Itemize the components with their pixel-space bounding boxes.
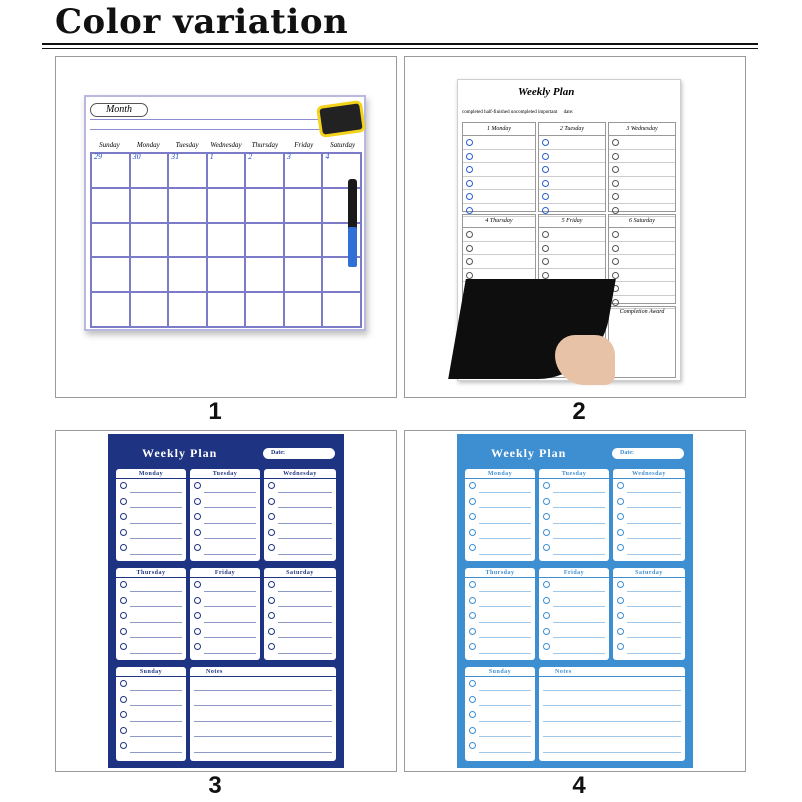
task-line <box>116 677 186 693</box>
task-line <box>539 708 685 724</box>
award-box <box>608 306 676 378</box>
task-line <box>539 190 605 204</box>
date-cell <box>168 223 207 258</box>
task-line <box>539 640 609 656</box>
task-line <box>465 625 535 641</box>
weekday-label: Monday <box>136 141 160 149</box>
task-line <box>463 163 535 177</box>
day-number: 3 <box>626 126 630 132</box>
task-line <box>609 269 675 283</box>
task-line <box>264 479 336 495</box>
task-line <box>539 594 609 610</box>
day-name: Friday <box>566 218 583 224</box>
task-line <box>465 578 535 594</box>
task-line <box>539 625 609 641</box>
day-heading: Tuesday <box>539 469 609 479</box>
board-title: Weekly Plan <box>142 446 218 460</box>
notes-heading: Notes <box>190 667 336 677</box>
date-cell <box>91 188 130 223</box>
day-heading <box>609 215 675 228</box>
day-heading: Friday <box>190 568 260 578</box>
task-line <box>116 693 186 709</box>
task-line <box>539 255 605 269</box>
day-number: 2 <box>559 126 563 132</box>
task-line <box>116 625 186 641</box>
day-box <box>538 122 606 212</box>
weekday-label: Friday <box>294 141 314 149</box>
task-line <box>613 625 685 641</box>
day-heading: Sunday <box>116 667 186 677</box>
task-line <box>609 228 675 242</box>
date-cell <box>130 292 169 327</box>
date-cell <box>284 257 323 292</box>
task-line <box>465 609 535 625</box>
date-cell <box>91 292 130 327</box>
task-line <box>613 640 685 656</box>
task-line <box>116 578 186 594</box>
date-cell <box>284 292 323 327</box>
task-line <box>539 495 609 511</box>
weekday-label: Tuesday <box>175 141 199 149</box>
task-line <box>539 693 685 709</box>
day-name: Monday <box>491 126 512 132</box>
day-heading <box>463 215 535 228</box>
date-cell <box>207 153 246 188</box>
task-line <box>613 609 685 625</box>
date-label: date: <box>563 110 574 115</box>
task-line <box>190 526 260 542</box>
date-cell <box>207 188 246 223</box>
date-number: 29 <box>94 152 102 161</box>
notes-card <box>539 667 685 761</box>
variant-number: 3 <box>208 772 222 799</box>
weekly-plan-board-sky-blue <box>457 434 693 768</box>
day-heading: Saturday <box>613 568 685 578</box>
day-heading <box>539 123 605 136</box>
task-line <box>116 479 186 495</box>
task-line <box>465 640 535 656</box>
task-line <box>190 510 260 526</box>
variant-2-photo <box>404 56 746 398</box>
day-card <box>116 469 186 561</box>
task-line <box>613 495 685 511</box>
task-line <box>116 609 186 625</box>
task-line <box>465 526 535 542</box>
day-card <box>465 568 535 660</box>
day-name: Wednesday <box>630 126 658 132</box>
weekday-label: Saturday <box>330 141 356 149</box>
day-box <box>462 122 536 212</box>
task-line <box>465 594 535 610</box>
marker-pen-icon <box>348 179 357 267</box>
task-line <box>116 541 186 557</box>
date-cell <box>168 257 207 292</box>
task-line <box>539 228 605 242</box>
notes-card <box>190 667 336 761</box>
date-number: 4 <box>325 152 330 161</box>
weekly-plan-board-navy <box>108 434 344 768</box>
board-title: Weekly Plan <box>518 86 575 98</box>
task-line <box>465 693 535 709</box>
task-line <box>539 677 685 693</box>
date-cell <box>207 257 246 292</box>
day-heading: Thursday <box>465 568 535 578</box>
day-card <box>264 568 336 660</box>
day-card <box>116 568 186 660</box>
task-line <box>539 510 609 526</box>
task-line <box>609 190 675 204</box>
date-cell <box>91 153 130 188</box>
day-heading: Monday <box>116 469 186 479</box>
date-cell <box>245 223 284 258</box>
day-card <box>613 469 685 561</box>
task-line <box>613 594 685 610</box>
task-line <box>264 578 336 594</box>
task-line <box>613 578 685 594</box>
day-card <box>613 568 685 660</box>
task-line <box>264 609 336 625</box>
task-line <box>609 163 675 177</box>
date-cell <box>245 292 284 327</box>
task-line <box>190 609 260 625</box>
calendar-grid <box>90 152 362 328</box>
task-line <box>465 677 535 693</box>
page-title: Color variation <box>55 2 349 42</box>
date-cell <box>207 223 246 258</box>
date-cell <box>168 153 207 188</box>
date-cell <box>91 257 130 292</box>
task-line <box>190 479 260 495</box>
task-line <box>539 163 605 177</box>
legend-text: completed half-finished uncompleted important <box>462 110 558 115</box>
weekday-label: Wednesday <box>210 141 242 149</box>
task-line <box>465 479 535 495</box>
board-title: Weekly Plan <box>491 446 567 460</box>
task-line <box>539 739 685 755</box>
date-field: Date: <box>263 448 335 459</box>
task-line <box>463 242 535 256</box>
task-line <box>539 526 609 542</box>
variant-number: 2 <box>572 398 586 425</box>
date-cell <box>168 188 207 223</box>
task-line <box>465 739 535 755</box>
weekday-label: Sunday <box>99 141 120 149</box>
day-heading: Tuesday <box>190 469 260 479</box>
day-name: Thursday <box>489 218 513 224</box>
task-line <box>190 541 260 557</box>
task-line <box>539 150 605 164</box>
day-heading: Friday <box>539 568 609 578</box>
date-cell <box>245 153 284 188</box>
date-number: 30 <box>132 152 141 161</box>
date-cell <box>207 292 246 327</box>
task-line <box>609 282 675 296</box>
task-line <box>116 640 186 656</box>
variant-1-photo <box>55 56 397 398</box>
task-line <box>539 479 609 495</box>
date-cell <box>284 153 323 188</box>
task-line <box>116 724 186 740</box>
day-heading: Thursday <box>116 568 186 578</box>
variant-number: 4 <box>572 772 586 799</box>
day-heading: Wednesday <box>264 469 336 479</box>
date-cell <box>168 292 207 327</box>
task-line <box>190 693 336 709</box>
day-card <box>465 667 535 761</box>
date-number: 1 <box>209 152 214 161</box>
weekday-label: Thursday <box>251 141 279 149</box>
task-line <box>190 640 260 656</box>
task-line <box>463 190 535 204</box>
variant-4-photo <box>404 430 746 772</box>
task-line <box>613 479 685 495</box>
task-line <box>539 578 609 594</box>
task-line <box>190 739 336 755</box>
task-line <box>539 136 605 150</box>
day-box <box>608 214 676 304</box>
day-name: Tuesday <box>564 126 585 132</box>
task-line <box>463 255 535 269</box>
task-line <box>609 150 675 164</box>
award-label: Completion Award <box>619 309 665 315</box>
day-number: 6 <box>629 218 633 224</box>
weekday-header <box>90 141 362 149</box>
day-heading: Wednesday <box>613 469 685 479</box>
day-heading: Monday <box>465 469 535 479</box>
task-line <box>613 510 685 526</box>
task-line <box>465 724 535 740</box>
task-line <box>539 541 609 557</box>
day-number: 4 <box>485 218 489 224</box>
task-line <box>539 724 685 740</box>
title-underline-thin <box>42 48 758 49</box>
task-line <box>609 136 675 150</box>
day-card <box>539 568 609 660</box>
date-number: 31 <box>171 152 180 161</box>
date-cell <box>284 223 323 258</box>
eraser-icon <box>316 100 366 138</box>
task-line <box>264 541 336 557</box>
day-heading: Saturday <box>264 568 336 578</box>
day-heading <box>463 123 535 136</box>
task-line <box>539 609 609 625</box>
task-line <box>539 242 605 256</box>
task-line <box>190 677 336 693</box>
task-line <box>190 724 336 740</box>
task-line <box>463 136 535 150</box>
task-line <box>116 594 186 610</box>
task-line <box>264 594 336 610</box>
day-card <box>116 667 186 761</box>
task-line <box>609 242 675 256</box>
task-line <box>116 739 186 755</box>
task-line <box>116 526 186 542</box>
date-cell <box>130 257 169 292</box>
task-line <box>463 228 535 242</box>
date-field: Date: <box>612 448 684 459</box>
day-card <box>264 469 336 561</box>
task-line <box>116 708 186 724</box>
month-label: Month <box>90 103 148 117</box>
task-line <box>264 640 336 656</box>
day-number: 1 <box>486 126 490 132</box>
task-line <box>190 578 260 594</box>
day-box <box>608 122 676 212</box>
task-line <box>609 177 675 191</box>
day-number: 5 <box>561 218 565 224</box>
task-line <box>264 625 336 641</box>
task-line <box>264 526 336 542</box>
date-cell <box>130 223 169 258</box>
date-cell <box>284 188 323 223</box>
task-line <box>116 510 186 526</box>
task-line <box>539 177 605 191</box>
day-card <box>539 469 609 561</box>
date-cell <box>130 188 169 223</box>
date-number: 3 <box>286 152 291 161</box>
task-line <box>465 708 535 724</box>
variant-number: 1 <box>208 398 222 425</box>
day-card <box>465 469 535 561</box>
title-underline <box>42 43 758 45</box>
task-line <box>264 510 336 526</box>
task-line <box>190 708 336 724</box>
status-legend <box>462 110 676 115</box>
variant-3-photo <box>55 430 397 772</box>
date-cell <box>245 257 284 292</box>
task-line <box>190 495 260 511</box>
task-line <box>613 541 685 557</box>
notes-heading: Notes <box>539 667 685 677</box>
day-heading <box>539 215 605 228</box>
date-cell <box>91 223 130 258</box>
day-card <box>190 568 260 660</box>
task-line <box>264 495 336 511</box>
day-name: Saturday <box>633 218 655 224</box>
date-cell <box>245 188 284 223</box>
date-cell <box>322 292 361 327</box>
day-heading: Sunday <box>465 667 535 677</box>
day-heading <box>609 123 675 136</box>
task-line <box>190 625 260 641</box>
task-line <box>613 526 685 542</box>
task-line <box>465 541 535 557</box>
task-line <box>463 177 535 191</box>
date-cell <box>130 153 169 188</box>
task-line <box>190 594 260 610</box>
task-line <box>463 150 535 164</box>
task-line <box>116 495 186 511</box>
task-line <box>609 255 675 269</box>
date-number: 2 <box>248 152 253 161</box>
day-card <box>190 469 260 561</box>
task-line <box>465 510 535 526</box>
task-line <box>465 495 535 511</box>
